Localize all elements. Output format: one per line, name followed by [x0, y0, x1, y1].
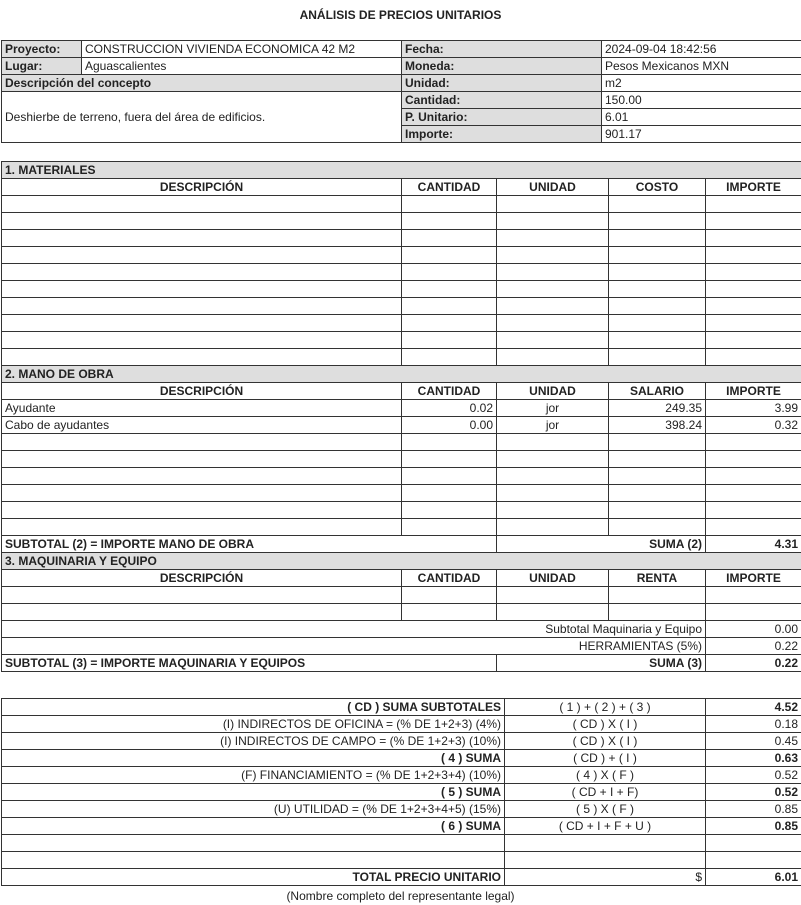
summary-table — [1, 698, 801, 886]
row-unidad: jor — [497, 417, 609, 434]
col-descripcion: DESCRIPCIÓN — [2, 383, 402, 400]
summary-row — [2, 699, 801, 716]
row-importe: 3.99 — [706, 400, 801, 417]
mano-obra-section-title: 2. MANO DE OBRA — [2, 366, 801, 383]
summary-label: (U) UTILIDAD = (% DE 1+2+3+4+5) (15%) — [2, 801, 505, 818]
row-descripcion: Cabo de ayudantes — [2, 417, 402, 434]
summary-value: 0.52 — [706, 767, 801, 784]
col-unidad: UNIDAD — [497, 179, 609, 196]
descripcion-label: Descripción del concepto — [2, 75, 402, 92]
page-title: ANÁLISIS DE PRECIOS UNITARIOS — [299, 8, 502, 22]
table-row — [2, 485, 801, 502]
summary-row — [2, 784, 801, 801]
summary-label: (F) FINANCIAMIENTO = (% DE 1+2+3+4) (10%) — [2, 767, 505, 784]
summary-value: 0.85 — [706, 818, 801, 835]
table-row — [2, 417, 801, 434]
cantidad-label: Cantidad: — [402, 92, 602, 109]
table-row — [2, 502, 801, 519]
mano-obra-subtotal-label: SUBTOTAL (2) = IMPORTE MANO DE OBRA — [2, 536, 497, 553]
summary-value: 0.85 — [706, 801, 801, 818]
representante-label: (Nombre completo del representante legal) — [286, 889, 515, 903]
row-cantidad: 0.02 — [402, 400, 497, 417]
materiales-section-title: 1. MATERIALES — [2, 162, 801, 179]
table-row — [2, 332, 801, 349]
summary-value: 0.18 — [706, 716, 801, 733]
summary-label: (I) INDIRECTOS DE OFICINA = (% DE 1+2+3) (4%) — [2, 716, 505, 733]
summary-row — [2, 767, 801, 784]
summary-formula: ( 1 ) + ( 2 ) + ( 3 ) — [505, 699, 706, 716]
mano-obra-suma-value: 4.31 — [706, 536, 801, 553]
unidad-value: m2 — [602, 75, 801, 92]
table-row — [2, 213, 801, 230]
summary-row — [2, 716, 801, 733]
table-row — [2, 281, 801, 298]
descripcion-value: Deshierbe de terreno, fuera del área de edificios. — [2, 92, 402, 143]
unidad-label: Unidad: — [402, 75, 602, 92]
col-cantidad: CANTIDAD — [402, 179, 497, 196]
maquinaria-subtotal-label: SUBTOTAL (3) = IMPORTE MAQUINARIA Y EQUIPOS — [2, 655, 497, 672]
table-row — [2, 587, 801, 604]
col-importe: IMPORTE — [706, 570, 801, 587]
lugar-value: Aguascalientes — [82, 58, 402, 75]
table-row — [2, 835, 801, 852]
table-row — [2, 298, 801, 315]
cantidad-value: 150.00 — [602, 92, 801, 109]
summary-formula: ( CD ) + ( I ) — [505, 750, 706, 767]
proyecto-label: Proyecto: — [2, 41, 82, 58]
summary-value: 4.52 — [706, 699, 801, 716]
summary-formula: ( CD ) X ( I ) — [505, 733, 706, 750]
col-renta: RENTA — [609, 570, 706, 587]
row-cantidad: 0.00 — [402, 417, 497, 434]
table-row — [2, 434, 801, 451]
summary-value: 0.45 — [706, 733, 801, 750]
total-value: 6.01 — [706, 869, 801, 886]
herramientas-label: HERRAMIENTAS (5%) — [2, 638, 706, 655]
summary-formula: ( CD + I + F + U ) — [505, 818, 706, 835]
summary-value: 0.52 — [706, 784, 801, 801]
summary-row — [2, 750, 801, 767]
row-importe: 0.32 — [706, 417, 801, 434]
summary-label: ( 5 ) SUMA — [2, 784, 505, 801]
col-importe: IMPORTE — [706, 383, 801, 400]
maquinaria-suma-value: 0.22 — [706, 655, 801, 672]
lugar-label: Lugar: — [2, 58, 82, 75]
herramientas-value: 0.22 — [706, 638, 801, 655]
total-label: TOTAL PRECIO UNITARIO — [2, 869, 505, 886]
summary-label: (I) INDIRECTOS DE CAMPO = (% DE 1+2+3) (10%) — [2, 733, 505, 750]
analysis-table — [1, 161, 801, 672]
moneda-value: Pesos Mexicanos MXN — [602, 58, 801, 75]
table-row — [2, 604, 801, 621]
col-descripcion: DESCRIPCIÓN — [2, 570, 402, 587]
row-salario: 398.24 — [609, 417, 706, 434]
table-row — [2, 315, 801, 332]
summary-label: ( CD ) SUMA SUBTOTALES — [2, 699, 505, 716]
row-unidad: jor — [497, 400, 609, 417]
importe-label: Importe: — [402, 126, 602, 143]
col-cantidad: CANTIDAD — [402, 570, 497, 587]
summary-formula: ( 5 ) X ( F ) — [505, 801, 706, 818]
total-currency: $ — [505, 869, 706, 886]
table-row — [2, 468, 801, 485]
row-salario: 249.35 — [609, 400, 706, 417]
table-row — [2, 451, 801, 468]
table-row — [2, 230, 801, 247]
punitario-label: P. Unitario: — [402, 109, 602, 126]
table-row — [2, 852, 801, 869]
col-costo: COSTO — [609, 179, 706, 196]
summary-row — [2, 801, 801, 818]
col-salario: SALARIO — [609, 383, 706, 400]
summary-label: ( 4 ) SUMA — [2, 750, 505, 767]
summary-value: 0.63 — [706, 750, 801, 767]
table-row — [2, 196, 801, 213]
row-descripcion: Ayudante — [2, 400, 402, 417]
proyecto-value: CONSTRUCCION VIVIENDA ECONOMICA 42 M2 — [82, 41, 402, 58]
maquinaria-suma-label: SUMA (3) — [497, 655, 706, 672]
table-row — [2, 247, 801, 264]
importe-value: 901.17 — [602, 126, 801, 143]
summary-formula: ( 4 ) X ( F ) — [505, 767, 706, 784]
summary-row — [2, 818, 801, 835]
summary-label: ( 6 ) SUMA — [2, 818, 505, 835]
moneda-label: Moneda: — [402, 58, 602, 75]
col-unidad: UNIDAD — [497, 383, 609, 400]
col-descripcion: DESCRIPCIÓN — [2, 179, 402, 196]
summary-row — [2, 733, 801, 750]
summary-formula: ( CD + I + F) — [505, 784, 706, 801]
fecha-label: Fecha: — [402, 41, 602, 58]
col-cantidad: CANTIDAD — [402, 383, 497, 400]
subtotal-maquinaria-label: Subtotal Maquinaria y Equipo — [2, 621, 706, 638]
col-importe: IMPORTE — [706, 179, 801, 196]
col-unidad: UNIDAD — [497, 570, 609, 587]
fecha-value: 2024-09-04 18:42:56 — [602, 41, 801, 58]
mano-obra-suma-label: SUMA (2) — [497, 536, 706, 553]
maquinaria-section-title: 3. MAQUINARIA Y EQUIPO — [2, 553, 801, 570]
punitario-value: 6.01 — [602, 109, 801, 126]
table-row — [2, 519, 801, 536]
subtotal-maquinaria-value: 0.00 — [706, 621, 801, 638]
table-row — [2, 400, 801, 417]
table-row — [2, 264, 801, 281]
summary-formula: ( CD ) X ( I ) — [505, 716, 706, 733]
table-row — [2, 349, 801, 366]
header-table — [1, 40, 801, 143]
